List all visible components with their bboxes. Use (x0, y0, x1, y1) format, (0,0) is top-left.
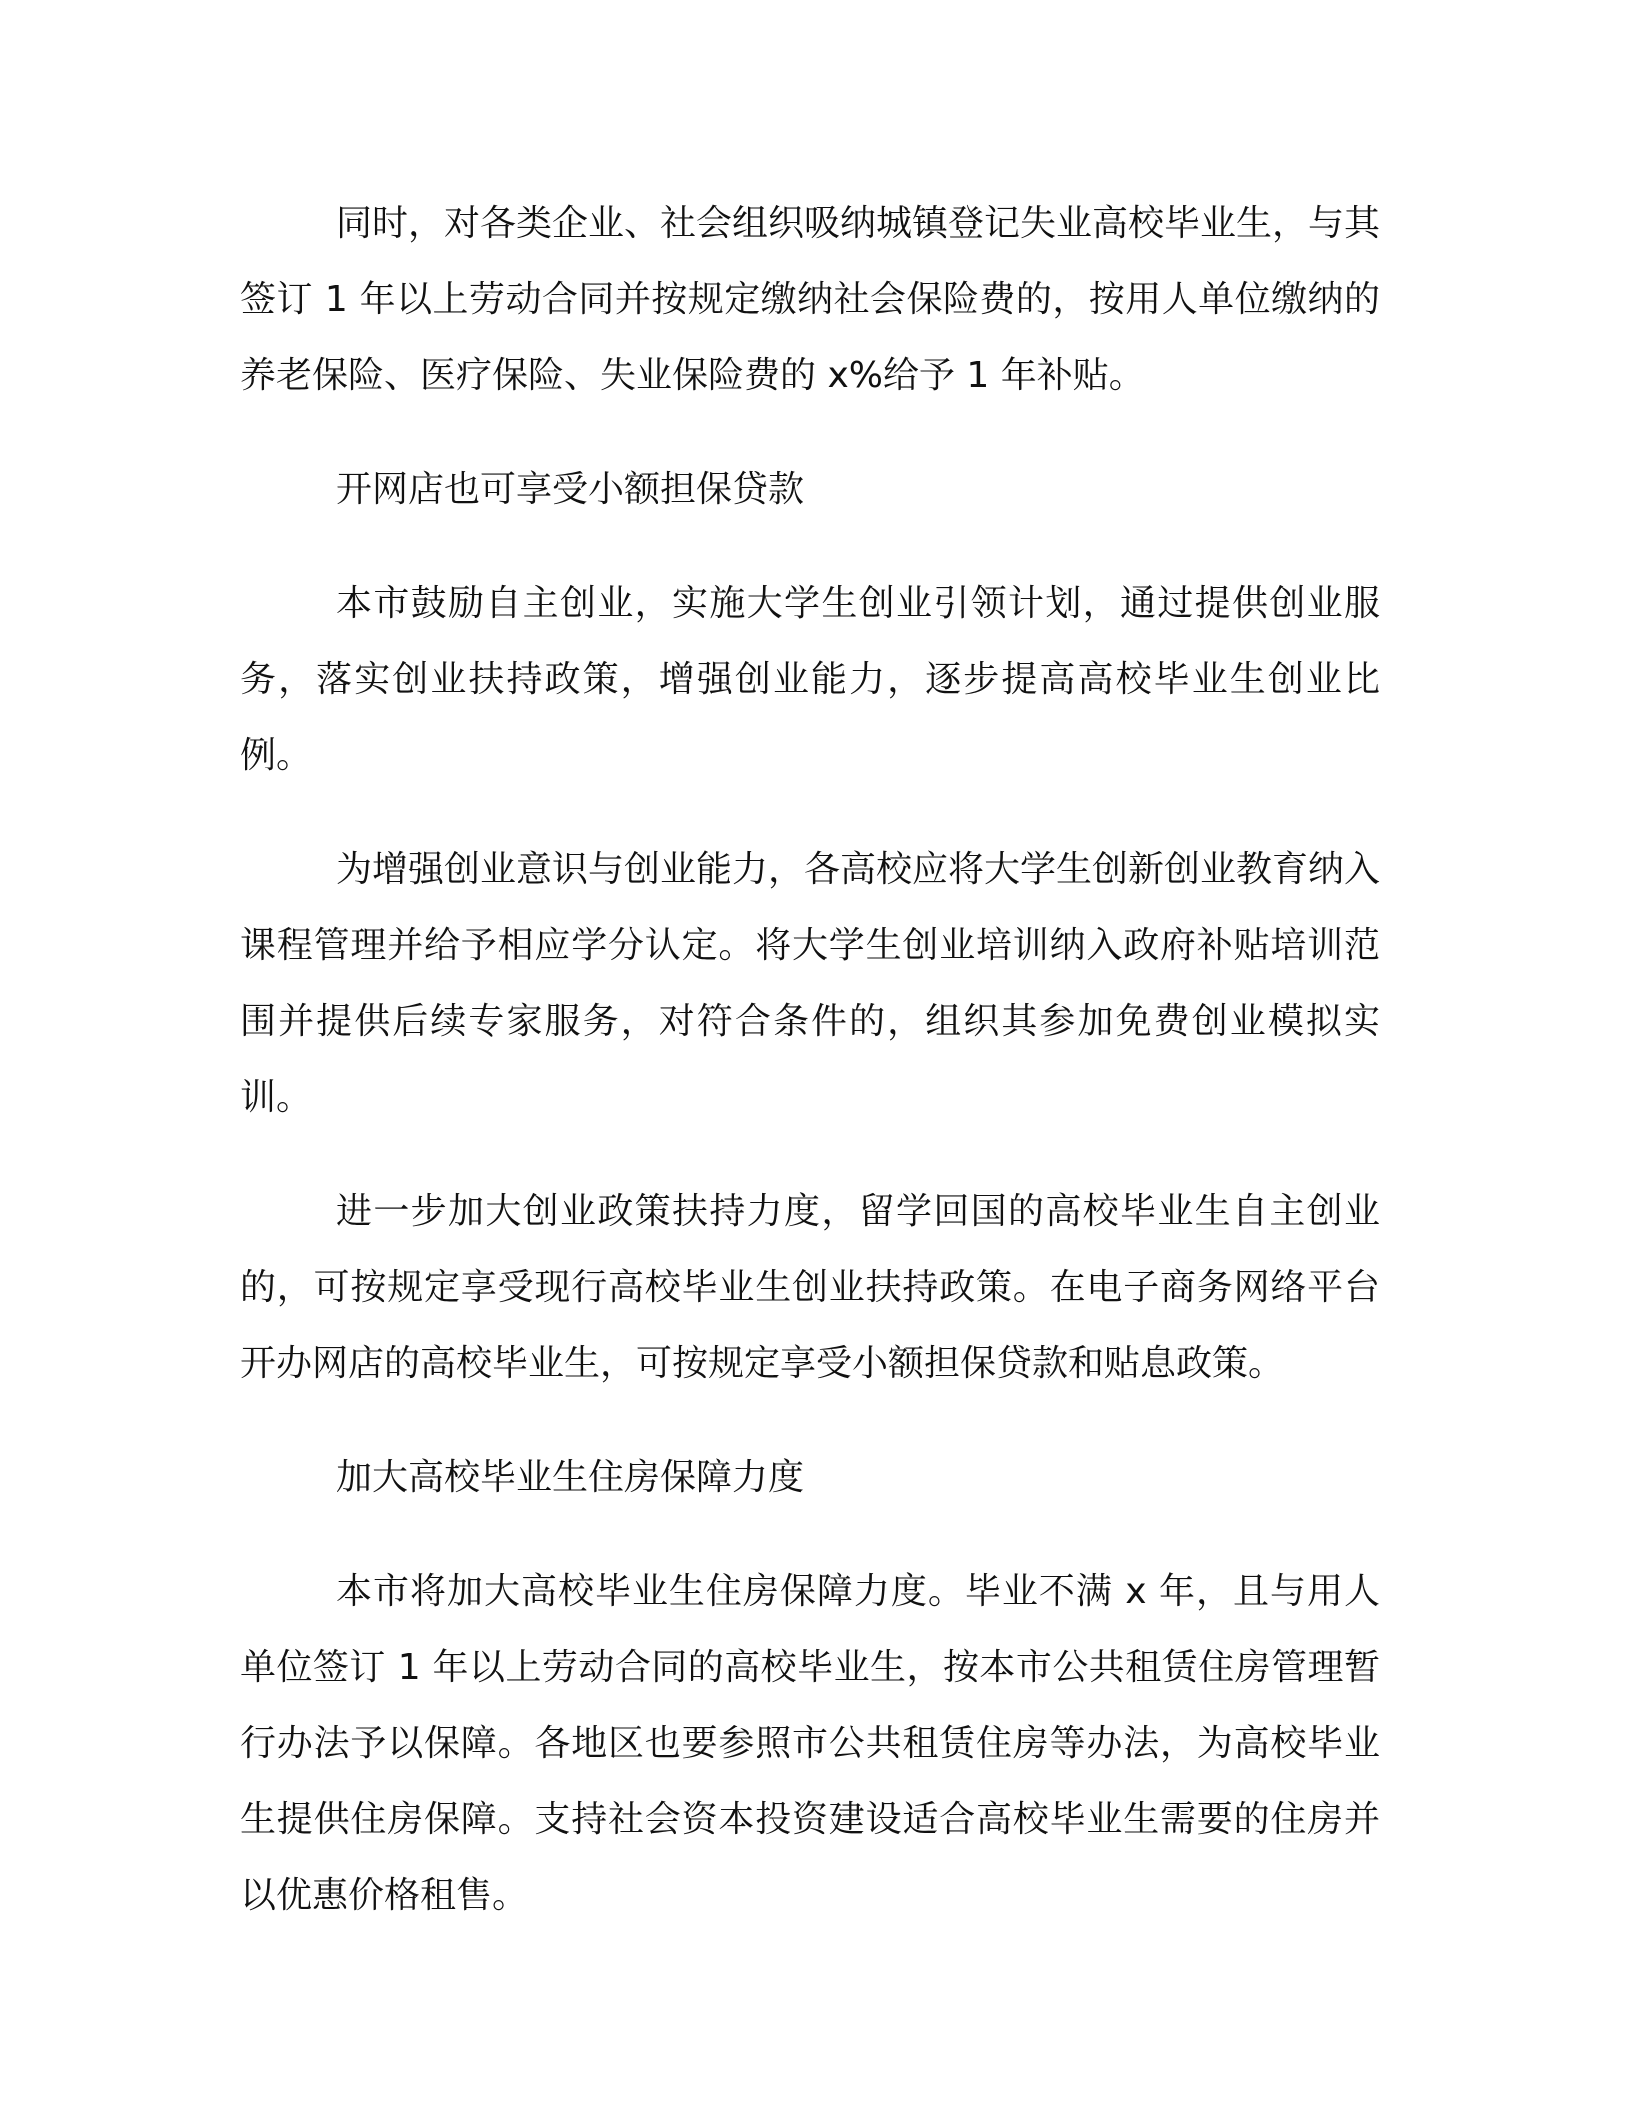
paragraph-policy-support: 进一步加大创业政策扶持力度，留学回国的高校毕业生自主创业的，可按规定享受现行高校毕业生创业扶持政策。在电子商务网络平台开办网店的高校毕业生，可按规定享受小额担保贷款和贴息政策。 (240, 1191, 1380, 1384)
paragraph-entrepreneurship: 本市鼓励自主创业，实施大学生创业引领计划，通过提供创业服务，落实创业扶持政策，增强创业能力，逐步提高高校毕业生创业比例。 (240, 583, 1380, 776)
document-body (240, 186, 1380, 1934)
paragraph-education-training: 为增强创业意识与创业能力，各高校应将大学生创新创业教育纳入课程管理并给予相应学分认定。将大学生创业培训纳入政府补贴培训范围并提供后续专家服务，对符合条件的，组织其参加免费创业模拟实训。 (240, 849, 1381, 1118)
paragraph-subsidy: 同时，对各类企业、社会组织吸纳城镇登记失业高校毕业生，与其签订 1 年以上劳动合同并按规定缴纳社会保险费的，按用人单位缴纳的养老保险、医疗保险、失业保险费的 x%给予 1 年补贴。 (240, 203, 1381, 396)
section-heading-housing: 加大高校毕业生住房保障力度 (336, 1457, 805, 1498)
paragraph-housing: 本市将加大高校毕业生住房保障力度。毕业不满 x 年，且与用人单位签订 1 年以上劳动合同的高校毕业生，按本市公共租赁住房管理暂行办法予以保障。各地区也要参照市公共租赁住房等办法，为高校毕业生提供住房保障。支持社会资本投资建设适合高校毕业生需要的住房并以优惠价格租售。 (240, 1571, 1380, 1916)
section-heading-online-store: 开网店也可享受小额担保贷款 (336, 469, 805, 510)
